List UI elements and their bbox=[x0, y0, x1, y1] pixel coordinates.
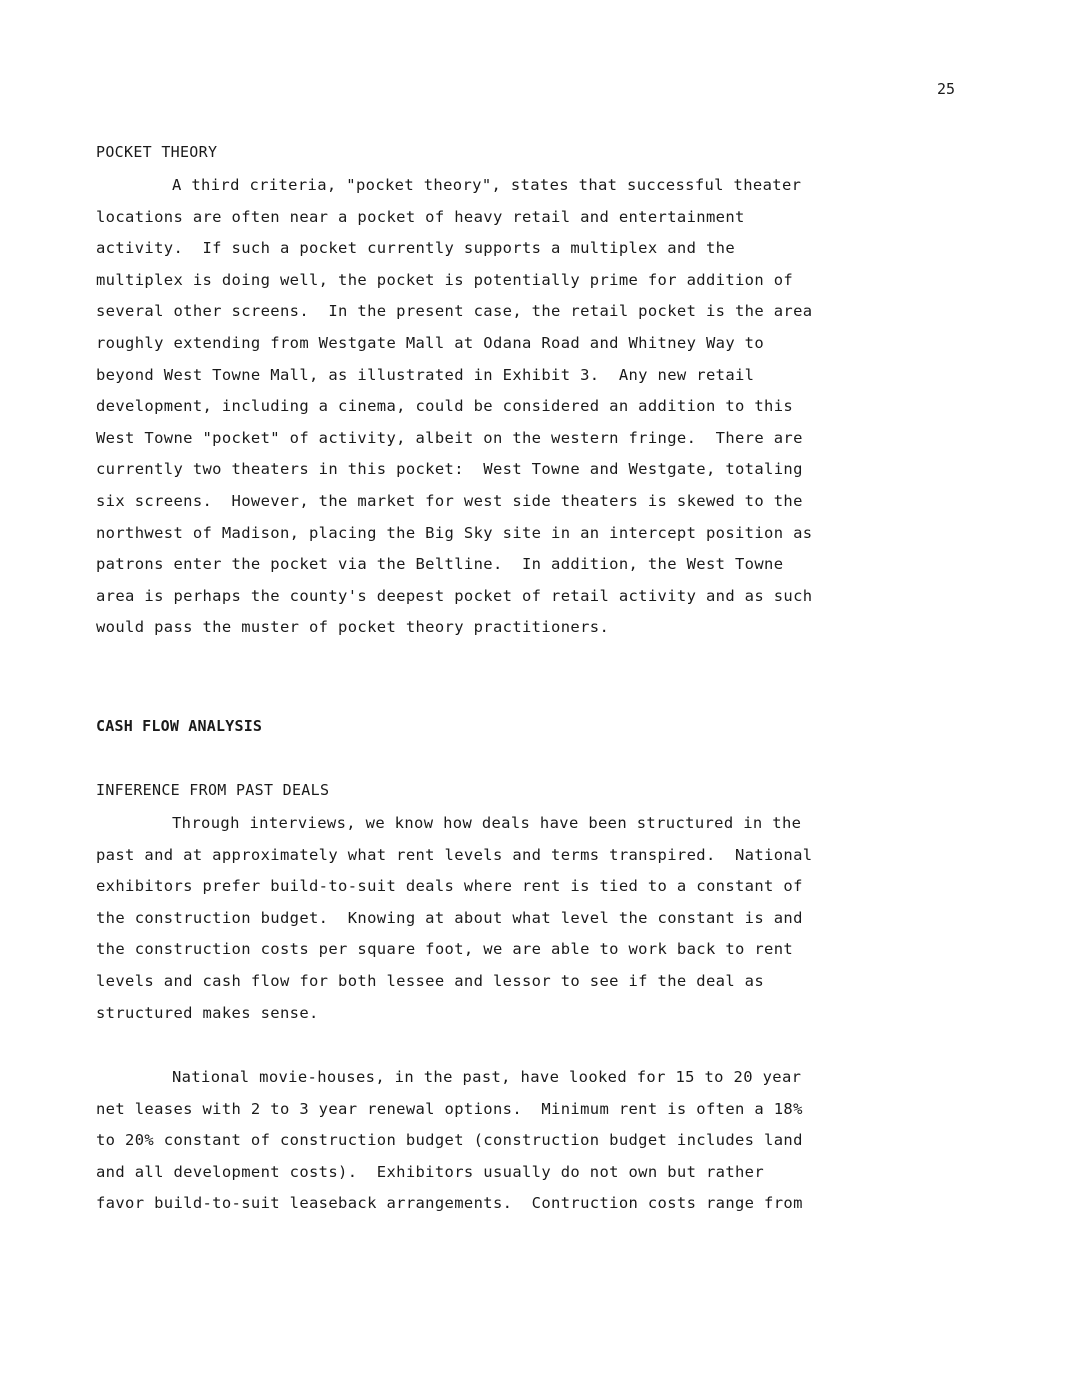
text-line: A third criteria, "pocket theory", states that successful theater bbox=[172, 176, 802, 194]
section-heading-pocket-theory: POCKET THEORY bbox=[96, 143, 218, 161]
text-line: would pass the muster of pocket theory practitioners. bbox=[96, 618, 610, 637]
page-number: 25 bbox=[937, 80, 956, 98]
text-line: patrons enter the pocket via the Beltline. In addition, the West Towne bbox=[96, 555, 784, 574]
text-line: Through interviews, we know how deals have been structured in the bbox=[172, 814, 802, 832]
text-line: exhibitors prefer build-to-suit deals where rent is tied to a constant of bbox=[96, 877, 803, 896]
text-line: West Towne "pocket" of activity, albeit on the western fringe. There are bbox=[96, 428, 803, 447]
text-line: several other screens. In the present case, the retail pocket is the area bbox=[96, 302, 813, 321]
text-line: northwest of Madison, placing the Big Sky site in an intercept position as bbox=[96, 523, 813, 542]
text-line: activity. If such a pocket currently supports a multiplex and the bbox=[96, 239, 735, 258]
text-line: six screens. However, the market for west side theaters is skewed to the bbox=[96, 491, 803, 510]
text-line: the construction costs per square foot, we are able to work back to rent bbox=[96, 940, 794, 959]
text-line: multiplex is doing well, the pocket is potentially prime for addition of bbox=[96, 270, 794, 289]
text-line: roughly extending from Westgate Mall at Odana Road and Whitney Way to bbox=[96, 333, 765, 352]
text-line: past and at approximately what rent levels and terms transpired. National bbox=[96, 845, 813, 864]
paragraph-past-deals bbox=[96, 808, 916, 1029]
text-line: structured makes sense. bbox=[96, 1003, 319, 1022]
text-line: to 20% constant of construction budget (construction budget includes land bbox=[96, 1131, 803, 1150]
section-heading-cash-flow-analysis: CASH FLOW ANALYSIS bbox=[96, 717, 263, 735]
section-heading-inference-from-past-deals: INFERENCE FROM PAST DEALS bbox=[96, 781, 330, 799]
text-line: net leases with 2 to 3 year renewal options. Minimum rent is often a 18% bbox=[96, 1099, 803, 1118]
text-line: the construction budget. Knowing at about what level the constant is and bbox=[96, 908, 803, 927]
text-line: currently two theaters in this pocket: West Towne and Westgate, totaling bbox=[96, 460, 803, 479]
paragraph-movie-houses bbox=[96, 1062, 916, 1220]
text-line: levels and cash flow for both lessee and lessor to see if the deal as bbox=[96, 971, 765, 990]
text-line: favor build-to-suit leaseback arrangements. Contruction costs range from bbox=[96, 1194, 803, 1213]
text-line: development, including a cinema, could be considered an addition to this bbox=[96, 397, 794, 416]
text-line: area is perhaps the county's deepest pocket of retail activity and as such bbox=[96, 586, 813, 605]
text-line: and all development costs). Exhibitors usually do not own but rather bbox=[96, 1162, 765, 1181]
text-line: beyond West Towne Mall, as illustrated in Exhibit 3. Any new retail bbox=[96, 365, 755, 384]
paragraph-pocket-theory bbox=[96, 170, 916, 644]
text-line: locations are often near a pocket of heavy retail and entertainment bbox=[96, 207, 745, 226]
text-line: National movie-houses, in the past, have looked for 15 to 20 year bbox=[172, 1068, 802, 1086]
